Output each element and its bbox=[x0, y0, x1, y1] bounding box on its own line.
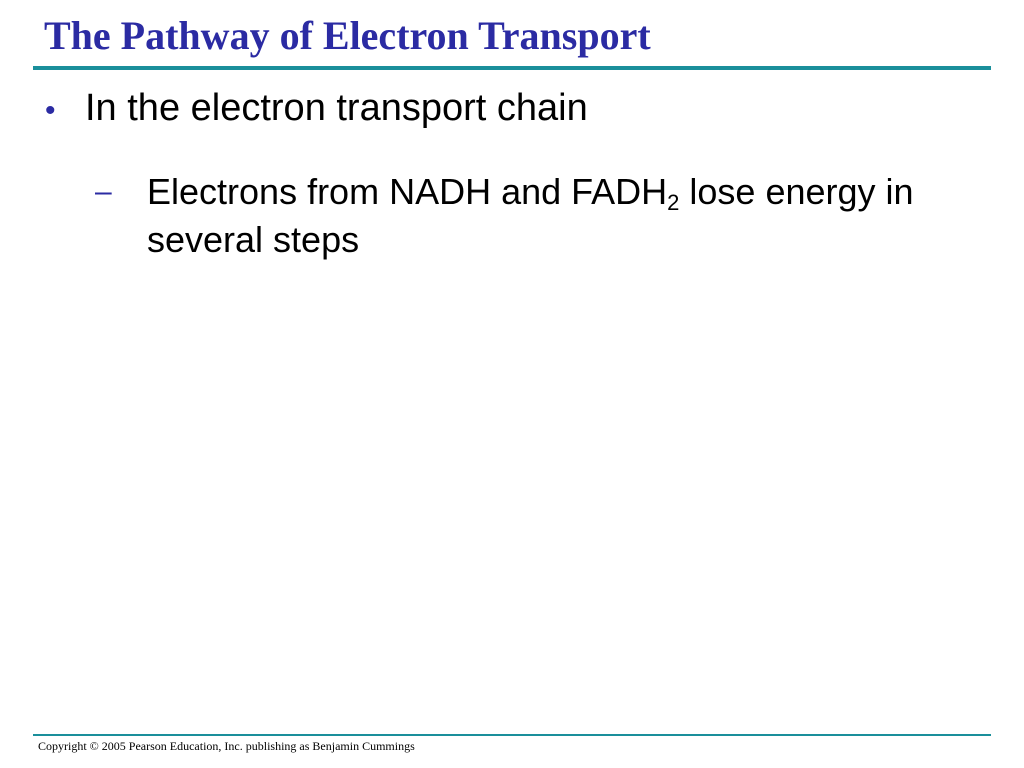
copyright-footer: Copyright © 2005 Pearson Education, Inc. publishing as Benjamin Cummings bbox=[38, 739, 415, 753]
slide-title: The Pathway of Electron Transport bbox=[44, 13, 651, 58]
bullet-marker: • bbox=[45, 94, 56, 127]
sub-bullet-item bbox=[95, 168, 975, 264]
sub-bullet-marker: – bbox=[95, 175, 112, 208]
sub-bullet-text-start: Electrons from NADH and FADH bbox=[147, 171, 668, 212]
bullet-item bbox=[45, 84, 588, 135]
footer-divider bbox=[33, 734, 991, 736]
sub-bullet-text bbox=[147, 168, 975, 264]
sub-bullet-text-end: lose energy in several steps bbox=[147, 171, 914, 260]
bullet-text: In the electron transport chain bbox=[85, 87, 588, 129]
title-divider bbox=[33, 66, 991, 70]
subscript-two: 2 bbox=[667, 190, 680, 215]
